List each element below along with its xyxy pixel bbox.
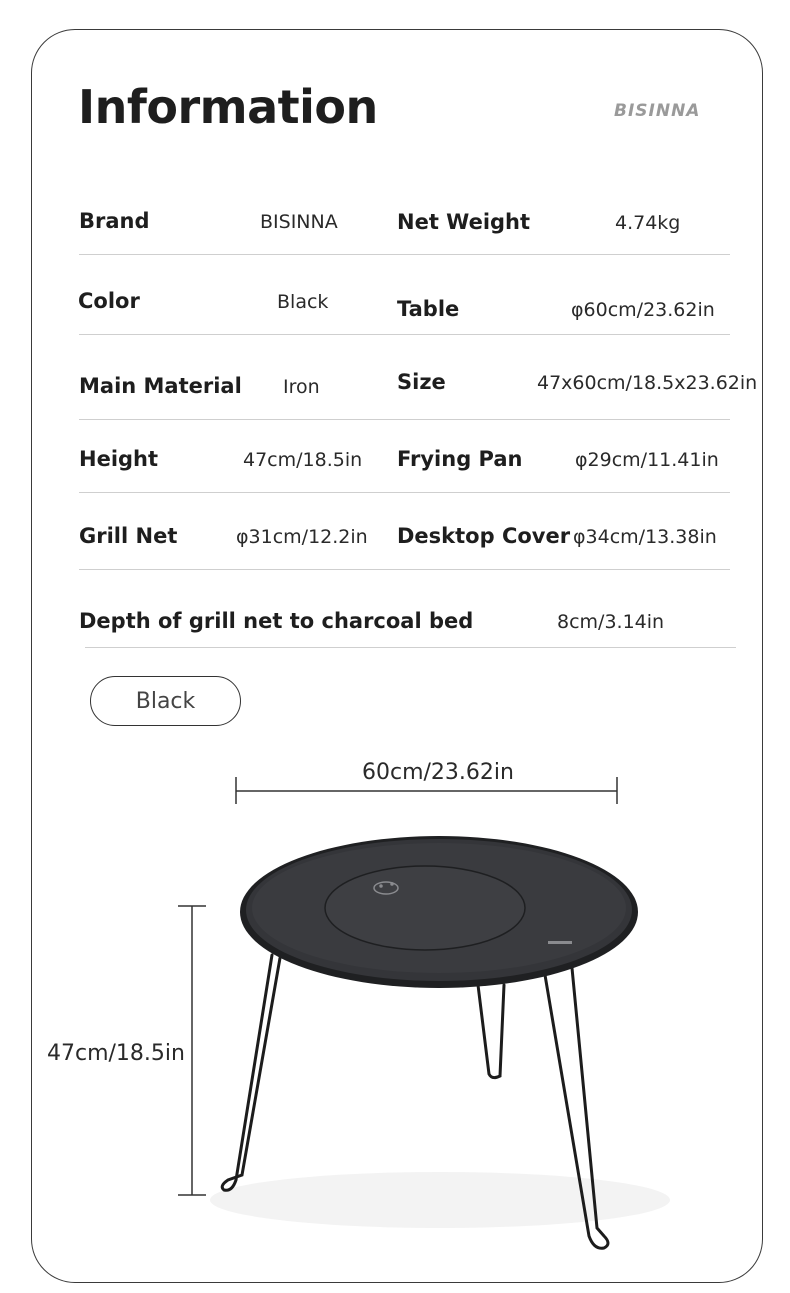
- spec-label-frying-pan: Frying Pan: [397, 447, 523, 471]
- spec-label-net-weight: Net Weight: [397, 210, 531, 234]
- height-dimension-line: [178, 906, 206, 1195]
- spec-value-desktop-cover: φ34cm/13.38in: [573, 526, 717, 548]
- table-shadow: [210, 1172, 670, 1228]
- spec-label-color: Color: [78, 289, 140, 313]
- spec-value-main-material: Iron: [283, 376, 320, 398]
- spec-value-grill-net: φ31cm/12.2in: [236, 526, 368, 548]
- spec-value-size: 47x60cm/18.5x23.62in: [537, 372, 758, 394]
- height-dimension-label: 47cm/18.5in: [47, 1041, 185, 1066]
- color-option-pill[interactable]: Black: [90, 676, 241, 726]
- table-back-leg: [478, 985, 504, 1078]
- spec-label-grill-net: Grill Net: [79, 524, 178, 548]
- spec-value-height: 47cm/18.5in: [243, 449, 363, 471]
- spec-value-depth: 8cm/3.14in: [557, 611, 665, 633]
- spec-value-brand: BISINNA: [260, 211, 338, 233]
- spec-label-brand: Brand: [79, 209, 150, 233]
- table-brand-mark: [548, 941, 572, 944]
- width-dimension-label: 60cm/23.62in: [362, 760, 514, 785]
- spec-label-table: Table: [397, 297, 460, 321]
- spec-label-height: Height: [79, 447, 159, 471]
- table-left-leg: [222, 955, 280, 1190]
- spec-value-net-weight: 4.74kg: [615, 212, 681, 234]
- spec-label-depth: Depth of grill net to charcoal bed: [79, 609, 474, 633]
- spec-value-frying-pan: φ29cm/11.41in: [575, 449, 719, 471]
- table-top: [240, 836, 638, 988]
- spec-value-color: Black: [277, 291, 329, 313]
- spec-label-desktop-cover: Desktop Cover: [397, 524, 571, 548]
- brand-logo: BISINNA: [614, 101, 701, 121]
- width-dimension-line: [236, 777, 617, 804]
- spec-label-main-material: Main Material: [79, 374, 242, 398]
- spec-value-table: φ60cm/23.62in: [571, 299, 715, 321]
- page-title: Information: [78, 80, 378, 134]
- spec-label-size: Size: [397, 370, 446, 394]
